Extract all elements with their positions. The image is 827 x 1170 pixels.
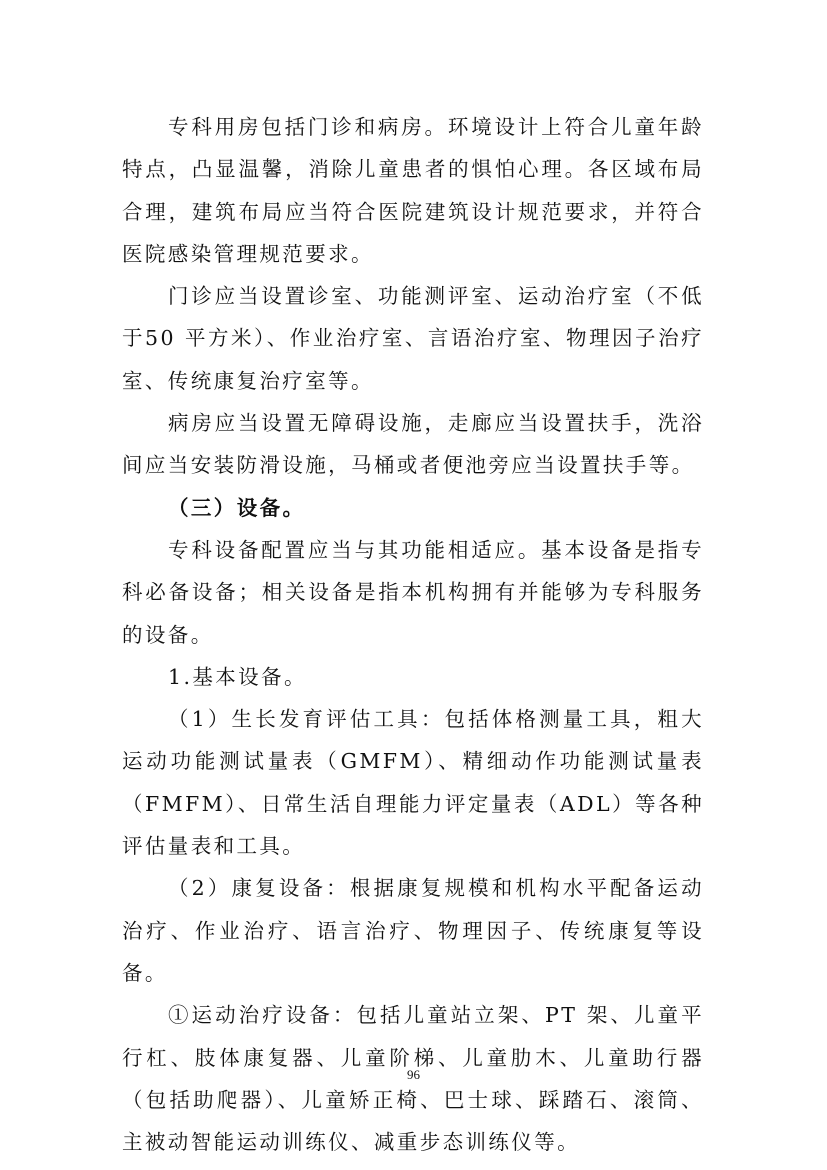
page-number: 96 [407, 1067, 420, 1082]
paragraph-rehab-equipment: （2）康复设备：根据康复规模和机构水平配备运动治疗、作业治疗、语言治疗、物理因子、传统康复等设备。 [122, 876, 704, 985]
document-body [122, 106, 704, 1163]
subheading-basic-equipment: 1.基本设备。 [168, 664, 307, 689]
paragraph-equipment-intro: 专科设备配置应当与其功能相适应。基本设备是指专科必备设备；相关设备是指本机构拥有并能够为专科服务的设备。 [122, 537, 704, 647]
paragraph-facilities: 专科用房包括门诊和病房。环境设计上符合儿童年龄特点，凸显温馨，消除儿童患者的惧怕心理。各区域布局合理，建筑布局应当符合医院建筑设计规范要求，并符合医院感染管理规范要求。 [122, 115, 704, 266]
section-heading-equipment: （三）设备。 [168, 495, 306, 520]
paragraph-ward: 病房应当设置无障碍设施，走廊应当设置扶手，洗浴间应当安装防滑设施，马桶或者便池旁应当设置扶手等。 [122, 411, 704, 478]
paragraph-motor-therapy-equipment: ①运动治疗设备：包括儿童站立架、PT 架、儿童平行杠、肢体康复器、儿童阶梯、儿童肋木、儿童助行器（包括助爬器）、儿童矫正椅、巴士球、踩踏石、滚筒、主被动智能运动训练仪、减重步态训练仪等。 [122, 1003, 704, 1155]
paragraph-outpatient: 门诊应当设置诊室、功能测评室、运动治疗室（不低于50 平方米）、作业治疗室、言语治疗室、物理因子治疗室、传统康复治疗室等。 [122, 284, 704, 393]
paragraph-growth-assessment: （1）生长发育评估工具：包括体格测量工具，粗大运动功能测试量表（GMFM）、精细动作功能测试量表（FMFM）、日常生活自理能力评定量表（ADL）等各种评估量表和工具。 [122, 707, 704, 859]
